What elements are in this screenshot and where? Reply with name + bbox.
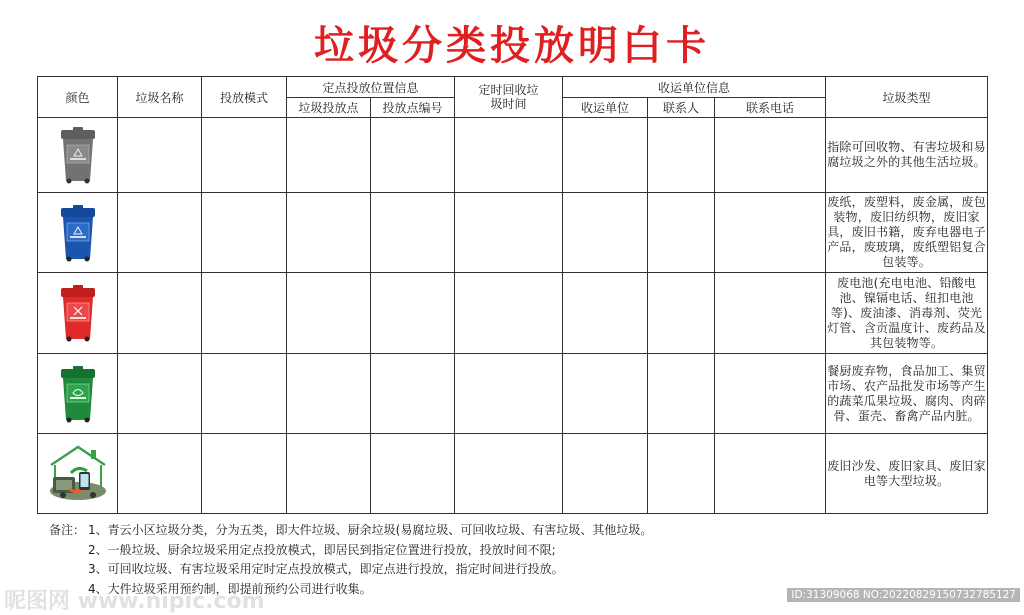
header-type: 垃圾类型 [826, 77, 988, 118]
header-unit-group: 收运单位信息 [563, 77, 826, 98]
table-row [38, 118, 988, 193]
header-unit: 收运单位 [563, 98, 648, 118]
color-cell [38, 193, 118, 273]
header-mode: 投放模式 [202, 77, 287, 118]
type-description: 废纸，废塑料，废金属，废包装物，废旧纺织物，废旧家具，废旧书籍，废弃电器电子产品，废玻璃，废纸塑铝复合包装等。 [826, 193, 988, 273]
header-contact: 联系人 [648, 98, 715, 118]
header-location-group: 定点投放位置信息 [287, 77, 455, 98]
color-cell [38, 118, 118, 193]
red-trash-bin-icon [58, 284, 98, 342]
note-line: 4、大件垃圾采用预约制，即提前预约公司进行收集。 [88, 581, 372, 596]
note-line: 2、一般垃圾、厨余垃圾采用定点投放模式，即居民到指定位置进行投放，投放时间不限; [88, 542, 556, 557]
green-trash-bin-icon [58, 365, 98, 423]
table-row [38, 193, 988, 273]
page-title: 垃圾分类投放明白卡 [314, 23, 710, 69]
gray-trash-bin-icon [58, 126, 98, 184]
table-row [38, 434, 988, 514]
header-name: 垃圾名称 [118, 77, 202, 118]
color-cell [38, 434, 118, 514]
blue-trash-bin-icon [58, 204, 98, 262]
note-line: 3、可回收垃圾、有害垃圾采用定时定点投放模式，即定点进行投放，指定时间进行投放。 [88, 562, 564, 576]
type-description: 废电池(充电电池、铅酸电池、镍镉电话、纽扣电池等)、废油漆、消毒剂、荧光灯管、含贡温度计、废药品及其包装物等。 [826, 273, 988, 354]
notes-label: 备注： [49, 523, 86, 537]
note-line: 1、青云小区垃圾分类，分为五类，即大件垃圾、厨余垃圾(易腐垃圾、可回收垃圾、有害垃圾、其他垃圾。 [88, 523, 653, 537]
header-point-no: 投放点编号 [371, 98, 455, 118]
watermark-id: ID:31309068 NO:20220829150732785127 [787, 588, 1020, 602]
type-description: 指除可回收物、有害垃圾和易腐垃圾之外的其他生活垃圾。 [826, 118, 988, 193]
table-row [38, 354, 988, 434]
recycling-house-icon [45, 443, 111, 505]
header-color: 颜色 [38, 77, 118, 118]
classification-table [37, 76, 988, 514]
type-description: 餐厨废弃物，食品加工、集贸市场、农产品批发市场等产生的蔬菜瓜果垃圾、腐肉、肉碎骨、蛋壳、畜禽产品内脏。 [826, 354, 988, 434]
color-cell [38, 273, 118, 354]
color-cell [38, 354, 118, 434]
table-row [38, 273, 988, 354]
header-point: 垃圾投放点 [287, 98, 371, 118]
watermark-logo: 昵图网 www.nipic.com [4, 589, 265, 614]
header-time: 定时回收垃圾时间 [455, 77, 563, 118]
header-phone: 联系电话 [715, 98, 826, 118]
type-description: 废旧沙发、废旧家具、废旧家电等大型垃圾。 [826, 434, 988, 514]
